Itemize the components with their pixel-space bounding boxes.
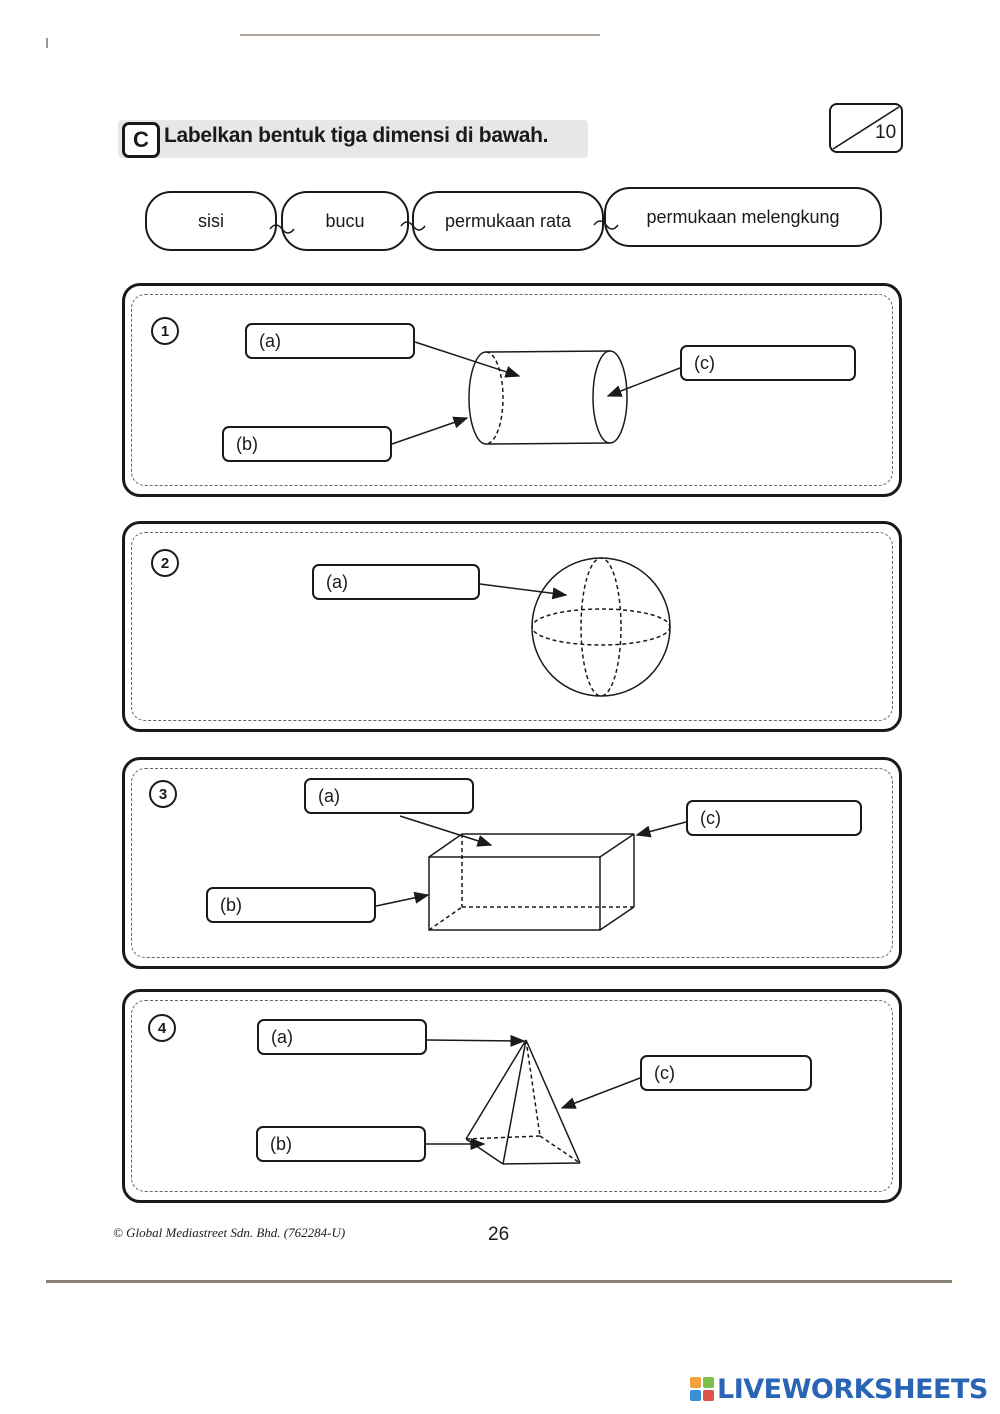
- answer-box-1c[interactable]: (c): [680, 345, 856, 381]
- pyramid-icon: [466, 1040, 580, 1164]
- liveworksheets-icon: [690, 1377, 714, 1401]
- cuboid-icon: [429, 834, 634, 930]
- score-total: 10: [875, 122, 897, 143]
- copyright-text: © Global Mediastreet Sdn. Bhd. (762284-U): [113, 1225, 346, 1240]
- answer-box-1b[interactable]: (b): [222, 426, 392, 462]
- liveworksheets-logo: [690, 1374, 988, 1404]
- answer-box-4b[interactable]: (b): [256, 1126, 426, 1162]
- instruction-title: Labelkan bentuk tiga dimensi di bawah.: [164, 124, 549, 147]
- section-badge: C: [122, 122, 160, 158]
- sphere-icon: [532, 558, 670, 696]
- answer-box-3c[interactable]: (c): [686, 800, 862, 836]
- word-bank-item-bucu: bucu: [281, 191, 409, 251]
- answer-box-4c[interactable]: (c): [640, 1055, 812, 1091]
- answer-box-3b[interactable]: (b): [206, 887, 376, 923]
- answer-box-4a[interactable]: (a): [257, 1019, 427, 1055]
- word-bank-item-permukaan-rata: permukaan rata: [412, 191, 604, 251]
- answer-box-2a[interactable]: (a): [312, 564, 480, 600]
- word-bank-item-sisi: sisi: [145, 191, 277, 251]
- bank-connector-icon: [401, 222, 425, 230]
- cylinder-icon: [469, 351, 627, 444]
- scan-edge-bottom: [46, 1280, 952, 1283]
- question-number-4: 4: [148, 1014, 176, 1042]
- word-bank-item-permukaan-melengkung: permukaan melengkung: [604, 187, 882, 247]
- question-number-2: 2: [151, 549, 179, 577]
- question-number-3: 3: [149, 780, 177, 808]
- bank-connector-icon: [594, 221, 618, 229]
- question-number-1: 1: [151, 317, 179, 345]
- answer-box-1a[interactable]: (a): [245, 323, 415, 359]
- liveworksheets-wordmark: LIVEWORKSHEETS: [717, 1373, 988, 1405]
- bank-connector-icon: [270, 225, 294, 233]
- answer-box-3a[interactable]: (a): [304, 778, 474, 814]
- page-number: 26: [488, 1224, 510, 1245]
